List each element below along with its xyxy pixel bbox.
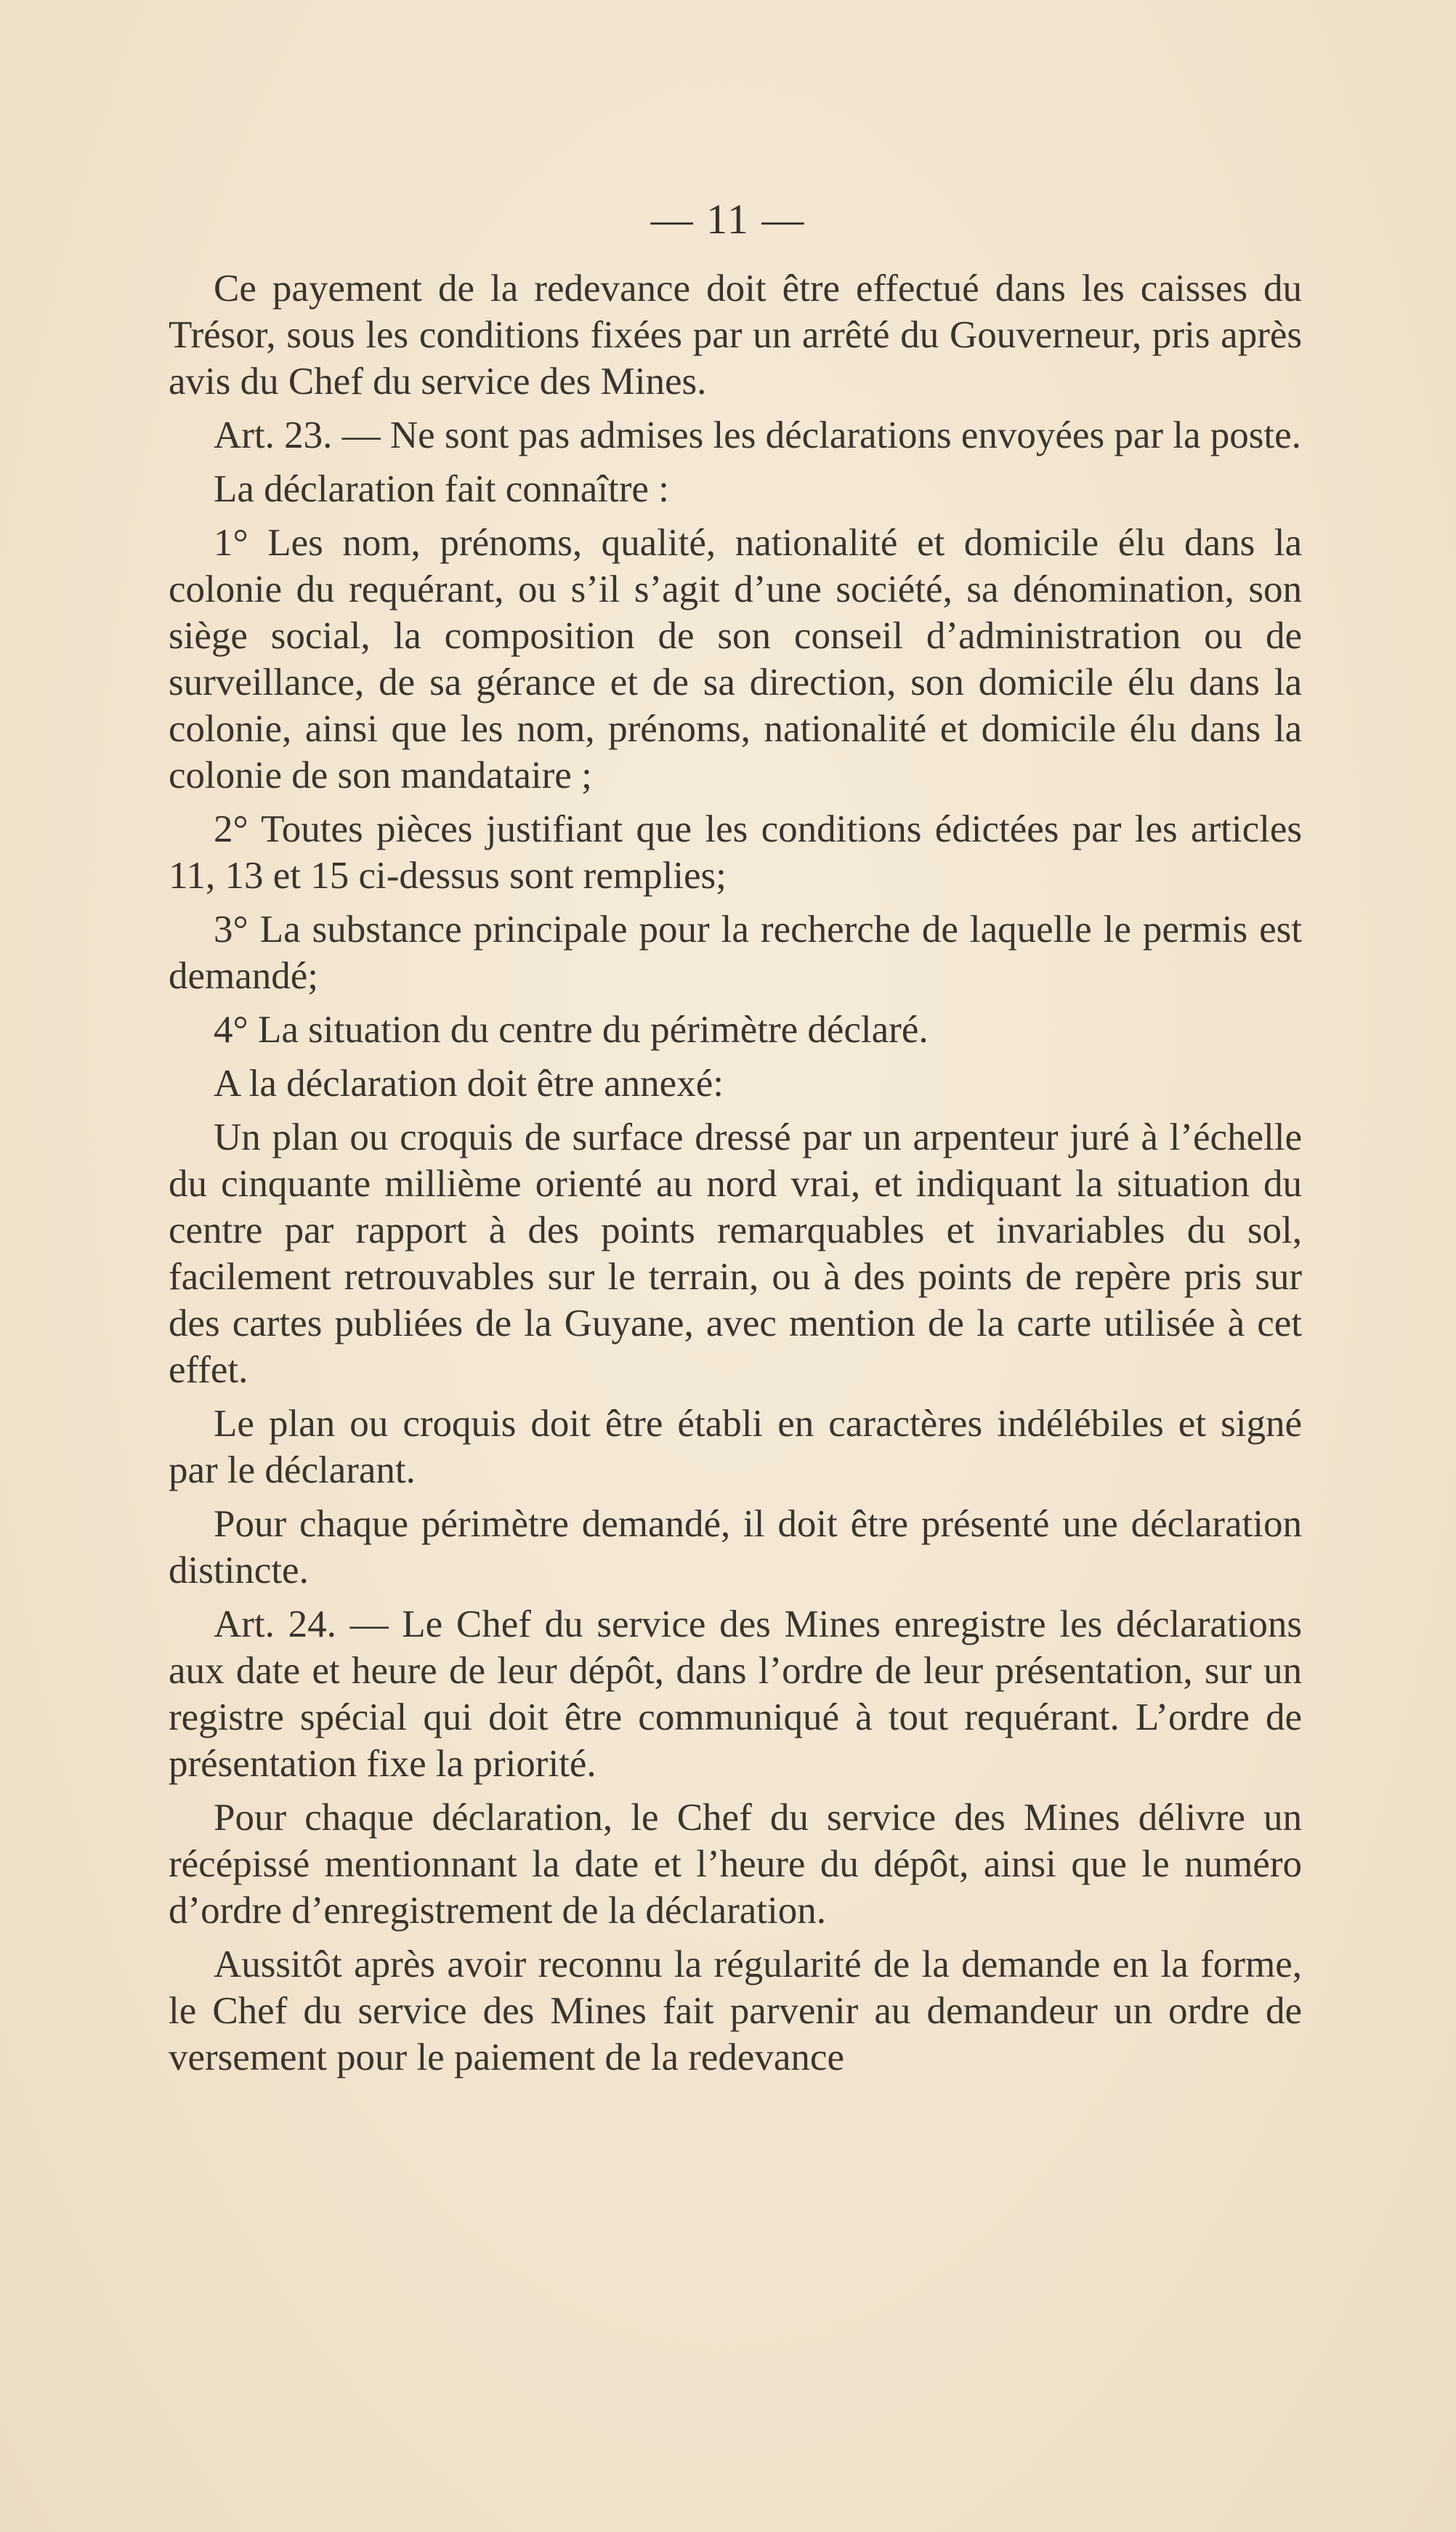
body-text bbox=[169, 265, 1302, 2088]
paragraph-item-4: 4° La situation du centre du périmètre déclaré. bbox=[214, 1009, 929, 1051]
paragraph-payment-order: Aussitôt après avoir reconnu la régularité de la demande en la forme, le Chef du service des Mines fait parvenir au demandeur un ordre de versement pour le paiement de la redevance bbox=[169, 1943, 1302, 2079]
paragraph-plan: Un plan ou croquis de surface dressé par un arpenteur juré à l’échelle du cinquante millième orienté au nord vrai, et indiquant la situation du centre par rapport à des points remarquables et invariables du sol, facilement retrouvables sur le terrain, ou à des points de repère pris sur des cartes publiées de la Guyane, avec mention de la carte utilisée à cet effet. bbox=[169, 1116, 1302, 1391]
paragraph-receipt: Pour chaque déclaration, le Chef du service des Mines délivre un récépissé mentionnant la date et l’heure du dépôt, ainsi que le numéro d’ordre d’enregistrement de la déclaration. bbox=[169, 1797, 1302, 1932]
paragraph-distinct-declaration: Pour chaque périmètre demandé, il doit être présenté une déclaration distincte. bbox=[169, 1503, 1302, 1592]
paragraph-art-23: Art. 23. — Ne sont pas admises les déclarations envoyées par la poste. bbox=[214, 414, 1301, 456]
paragraph-plan-signature: Le plan ou croquis doit être établi en caractères indélébiles et signé par le déclarant. bbox=[169, 1403, 1302, 1491]
paragraph-annex-intro: A la déclaration doit être annexé: bbox=[214, 1063, 724, 1105]
paragraph-item-3: 3° La substance principale pour la recherche de laquelle le permis est demandé; bbox=[169, 908, 1302, 997]
page-number: — 11 — bbox=[650, 195, 806, 243]
paragraph-declaration-intro: La déclaration fait connaître : bbox=[214, 468, 669, 510]
paragraph-art-24: Art. 24. — Le Chef du service des Mines enregistre les déclarations aux date et heure de leur dépôt, dans l’ordre de leur présentation, sur un registre spécial qui doit être communiqué à tout requérant. L’ordre de présentation fixe la priorité. bbox=[169, 1603, 1302, 1785]
paragraph-item-2: 2° Toutes pièces justifiant que les conditions édictées par les articles 11, 13 et 15 ci-dessus sont remplies; bbox=[169, 808, 1302, 897]
paragraph-item-1: 1° Les nom, prénoms, qualité, nationalité et domicile élu dans la colonie du requérant, ou s’il s’agit d’une société, sa dénomination, son siège social, la composition de son conseil d’administration ou de surveillance, de sa gérance et de sa direction, son domicile élu dans la colonie, ainsi que les nom, prénoms, nationalité et domicile élu dans la colonie de son mandataire ; bbox=[169, 522, 1302, 797]
paragraph-payment: Ce payement de la redevance doit être effectué dans les caisses du Trésor, sous les conditions fixées par un arrêté du Gouverneur, pris après avis du Chef du service des Mines. bbox=[169, 267, 1302, 403]
